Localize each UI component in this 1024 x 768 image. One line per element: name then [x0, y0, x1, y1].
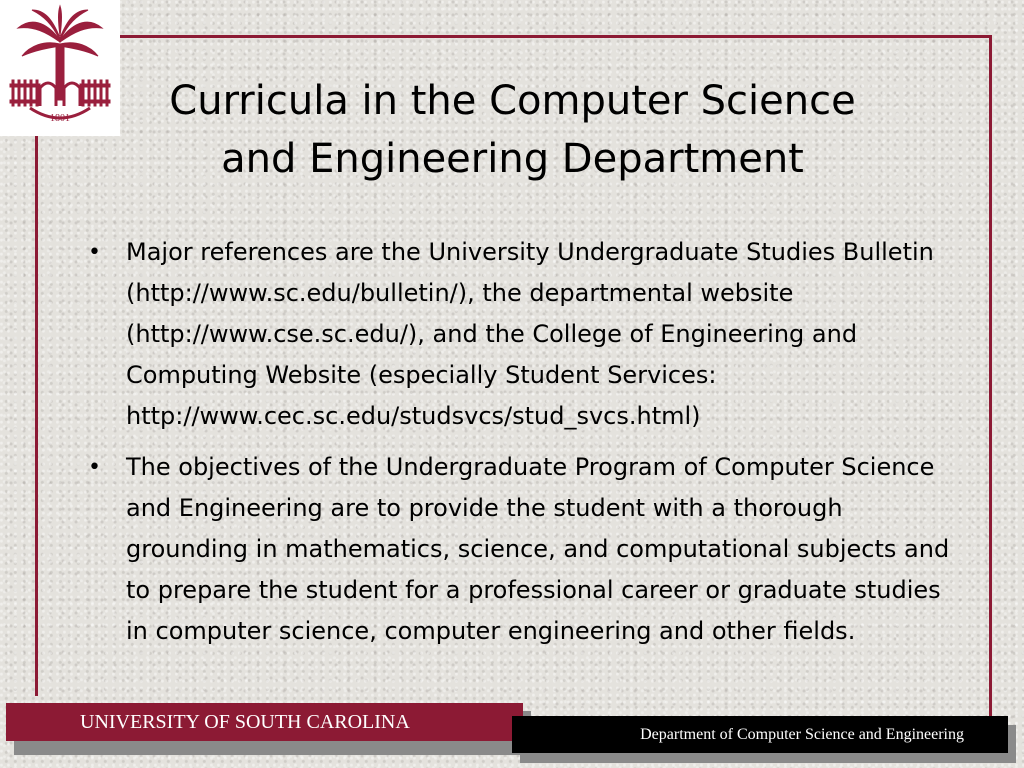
footer-department-label: Department of Computer Science and Engineering	[640, 726, 964, 743]
bullet-marker: •	[88, 455, 101, 480]
university-logo	[0, 0, 120, 136]
bullet-item-objectives	[88, 447, 958, 652]
slide-title-line-1: Curricula in the Computer Science	[169, 78, 856, 124]
frame-left-line	[35, 136, 38, 696]
footer-university-label: UNIVERSITY OF SOUTH CAROLINA	[80, 711, 410, 733]
slide-title-line-2: and Engineering Department	[221, 136, 804, 182]
bullet-text-objectives: The objectives of the Undergraduate Program of Computer Science and Engineering are to provide the student with a thorough grounding in mathematics, science, and computational subjects and to prepare the student for a professional career or graduate studies in computer science, computer engineering and other fields.	[126, 453, 950, 645]
frame-right-line	[989, 35, 992, 716]
bullet-text-references: Major references are the University Undergraduate Studies Bulletin (http://www.sc.edu/bulletin/), the departmental website (http://www.cse.sc.edu/), and the College of Engineering and Computing Website (especially Student Services: http://www.cec.sc.edu/studsvcs/stud_svcs.html)	[126, 238, 934, 430]
bullet-marker: •	[88, 240, 101, 265]
logo-year: 1801	[50, 113, 70, 124]
bullet-item-references	[88, 232, 958, 437]
frame-top-line	[120, 35, 992, 38]
footer-department-banner	[512, 716, 1008, 753]
palmetto-tree-seal-icon	[0, 0, 120, 136]
bullet-list	[88, 232, 958, 662]
footer-university-banner	[6, 703, 523, 741]
slide-title	[120, 72, 905, 188]
